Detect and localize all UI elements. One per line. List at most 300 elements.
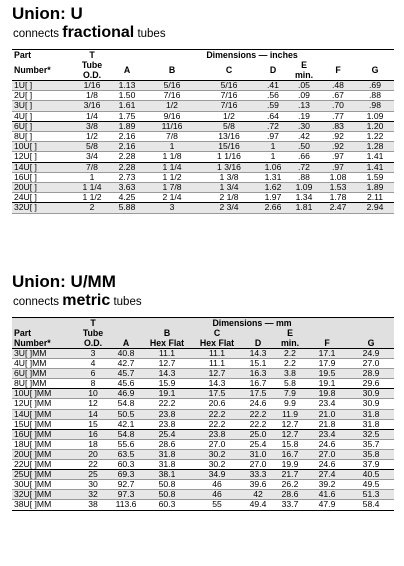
- fractional-cell-f: .48: [320, 81, 356, 91]
- fractional-hdr-part: Part: [14, 50, 32, 60]
- fractional-cell-part: 10U[ ]: [12, 142, 74, 152]
- metric-cell-e: 19.9: [274, 460, 306, 470]
- metric-table-row: [12, 369, 394, 379]
- metric-table-row: [12, 439, 394, 449]
- metric-cell-a: 40.8: [110, 349, 142, 359]
- fractional-cell-e: .42: [288, 132, 320, 142]
- metric-table-row: [12, 389, 394, 399]
- metric-hdr-od: O.D.: [76, 338, 110, 349]
- metric-subtitle-post: tubes: [110, 296, 142, 308]
- fractional-table-row: [12, 162, 394, 172]
- metric-cell-e: 9.9: [274, 399, 306, 409]
- metric-cell-tube-od: 4: [76, 359, 110, 369]
- metric-subtitle: [13, 292, 394, 311]
- metric-cell-f: 19.5: [306, 369, 348, 379]
- metric-hdr-blank: [12, 318, 76, 328]
- fractional-table-row: [12, 142, 394, 152]
- metric-cell-c: 34.9: [192, 470, 242, 480]
- metric-cell-tube-od: 15: [76, 419, 110, 429]
- fractional-cell-e: 1.09: [288, 183, 320, 193]
- fractional-cell-e: .72: [288, 162, 320, 172]
- metric-cell-c: 46: [192, 480, 242, 490]
- fractional-cell-b: 2 1/4: [144, 193, 200, 203]
- fractional-cell-e: 1.81: [288, 203, 320, 213]
- metric-cell-d: 39.6: [242, 480, 274, 490]
- metric-cell-g: 40.5: [348, 470, 394, 480]
- metric-cell-a: 97.3: [110, 490, 142, 500]
- metric-hdr-t: T: [90, 318, 96, 328]
- fractional-cell-d: 1: [258, 142, 288, 152]
- fractional-cell-tube-od: 3/4: [74, 152, 110, 162]
- metric-cell-a: 60.3: [110, 460, 142, 470]
- metric-cell-c: 30.2: [192, 460, 242, 470]
- fractional-cell-part: 8U[ ]: [12, 132, 74, 142]
- metric-cell-part: 14U[ ]MM: [12, 409, 76, 419]
- fractional-hdr-tube: Tube O.D.: [74, 60, 110, 81]
- metric-cell-f: 27.0: [306, 449, 348, 459]
- metric-cell-f: 23.4: [306, 399, 348, 409]
- fractional-cell-part: 3U[ ]: [12, 101, 74, 111]
- metric-cell-a: 54.8: [110, 399, 142, 409]
- metric-cell-b: 25.4: [142, 429, 192, 439]
- metric-cell-f: 19.1: [306, 379, 348, 389]
- fractional-cell-g: 1.41: [356, 162, 394, 172]
- fractional-subtitle-pre: connects: [13, 28, 63, 40]
- metric-cell-g: 28.9: [348, 369, 394, 379]
- fractional-hdr-t: T: [89, 50, 95, 60]
- fractional-cell-d: .59: [258, 101, 288, 111]
- metric-hdr-g: G: [348, 338, 394, 349]
- metric-cell-e: 16.7: [274, 449, 306, 459]
- metric-cell-d: 27.0: [242, 460, 274, 470]
- fractional-cell-e: .19: [288, 111, 320, 121]
- fractional-title: Union: U: [12, 4, 83, 23]
- metric-cell-a: 46.9: [110, 389, 142, 399]
- metric-hdr-e: E: [287, 328, 293, 338]
- metric-cell-a: 63.5: [110, 449, 142, 459]
- metric-cell-c: 22.2: [192, 419, 242, 429]
- fractional-cell-tube-od: 7/8: [74, 162, 110, 172]
- metric-cell-g: 49.5: [348, 480, 394, 490]
- fractional-cell-g: .88: [356, 91, 394, 101]
- metric-hdr-dims: Dimensions — mm: [212, 318, 292, 328]
- fractional-cell-a: 2.73: [110, 172, 144, 182]
- metric-cell-g: 35.7: [348, 439, 394, 449]
- metric-cell-part: 6U[ ]MM: [12, 369, 76, 379]
- metric-hdr-d-blank: [242, 328, 274, 338]
- fractional-cell-tube-od: 1/8: [74, 91, 110, 101]
- fractional-cell-c: 1 1/16: [200, 152, 258, 162]
- fractional-table-row: [12, 121, 394, 131]
- metric-table-row: [12, 490, 394, 500]
- metric-hdr-f: F: [306, 338, 348, 349]
- metric-subtitle-pre: connects: [13, 296, 63, 308]
- metric-hdr-a: A: [110, 338, 142, 349]
- metric-cell-part: 12U[ ]MM: [12, 399, 76, 409]
- fractional-cell-b: 7/8: [144, 132, 200, 142]
- metric-cell-b: 22.2: [142, 399, 192, 409]
- metric-hdr-c: C: [213, 328, 221, 338]
- fractional-cell-g: 1.28: [356, 142, 394, 152]
- metric-cell-a: 42.1: [110, 419, 142, 429]
- metric-cell-c: 27.0: [192, 439, 242, 449]
- metric-cell-tube-od: 12: [76, 399, 110, 409]
- metric-hdr-g-blank: [348, 328, 394, 338]
- fractional-table-row: [12, 101, 394, 111]
- metric-title: Union: U/MM: [12, 272, 116, 291]
- metric-cell-c: 17.5: [192, 389, 242, 399]
- fractional-cell-e: .13: [288, 101, 320, 111]
- metric-cell-g: 30.9: [348, 389, 394, 399]
- fractional-table-body: [12, 81, 394, 214]
- metric-cell-d: 16.3: [242, 369, 274, 379]
- fractional-cell-part: 32U[ ]: [12, 203, 74, 213]
- metric-cell-tube-od: 20: [76, 449, 110, 459]
- fractional-cell-c: 5/8: [200, 121, 258, 131]
- fractional-cell-d: .97: [258, 132, 288, 142]
- fractional-subtitle-post: tubes: [134, 28, 166, 40]
- fractional-cell-part: 1U[ ]: [12, 81, 74, 91]
- metric-table-row: [12, 460, 394, 470]
- metric-hdr-a-blank: [110, 328, 142, 338]
- fractional-cell-f: 1.53: [320, 183, 356, 193]
- metric-cell-f: 24.6: [306, 439, 348, 449]
- fractional-cell-part: 20U[ ]: [12, 183, 74, 193]
- fractional-cell-b: 1 1/4: [144, 162, 200, 172]
- metric-table-body: [12, 349, 394, 511]
- metric-cell-tube-od: 38: [76, 500, 110, 510]
- metric-cell-c: 11.1: [192, 349, 242, 359]
- metric-cell-f: 21.8: [306, 419, 348, 429]
- metric-cell-g: 35.8: [348, 449, 394, 459]
- fractional-cell-c: 1/2: [200, 111, 258, 121]
- metric-cell-e: 33.7: [274, 500, 306, 510]
- metric-cell-d: 16.7: [242, 379, 274, 389]
- fractional-cell-d: 1.62: [258, 183, 288, 193]
- fractional-cell-f: 2.47: [320, 203, 356, 213]
- fractional-cell-e: .88: [288, 172, 320, 182]
- metric-cell-e: 21.7: [274, 470, 306, 480]
- metric-cell-d: 22.2: [242, 419, 274, 429]
- fractional-hdr-f: F: [320, 60, 356, 81]
- metric-cell-e: 15.8: [274, 439, 306, 449]
- fractional-table-row: [12, 132, 394, 142]
- metric-cell-d: 33.3: [242, 470, 274, 480]
- metric-cell-c: 14.3: [192, 379, 242, 389]
- metric-cell-d: 25.0: [242, 429, 274, 439]
- metric-table-row: [12, 359, 394, 369]
- metric-cell-d: 24.6: [242, 399, 274, 409]
- metric-cell-tube-od: 6: [76, 369, 110, 379]
- fractional-cell-c: 7/16: [200, 101, 258, 111]
- metric-cell-g: 31.8: [348, 419, 394, 429]
- fractional-cell-f: 1.08: [320, 172, 356, 182]
- metric-cell-tube-od: 8: [76, 379, 110, 389]
- metric-table-row: [12, 419, 394, 429]
- metric-cell-tube-od: 18: [76, 439, 110, 449]
- fractional-cell-a: 1.61: [110, 101, 144, 111]
- metric-cell-b: 23.8: [142, 419, 192, 429]
- fractional-cell-a: 2.16: [110, 142, 144, 152]
- fractional-cell-b: 5/16: [144, 81, 200, 91]
- metric-cell-part: 4U[ ]MM: [12, 359, 76, 369]
- metric-cell-d: 31.0: [242, 449, 274, 459]
- fractional-cell-a: 4.25: [110, 193, 144, 203]
- metric-hdr-tube: Tube: [82, 328, 104, 338]
- fractional-cell-d: 2.66: [258, 203, 288, 213]
- metric-cell-d: 25.4: [242, 439, 274, 449]
- fractional-cell-c: 1 3/4: [200, 183, 258, 193]
- fractional-cell-a: 1.89: [110, 121, 144, 131]
- fractional-cell-g: 2.11: [356, 193, 394, 203]
- fractional-cell-g: 1.09: [356, 111, 394, 121]
- fractional-cell-b: 7/16: [144, 91, 200, 101]
- fractional-table-row: [12, 81, 394, 91]
- fractional-cell-tube-od: 5/8: [74, 142, 110, 152]
- fractional-table-row: [12, 193, 394, 203]
- metric-cell-tube-od: 30: [76, 480, 110, 490]
- fractional-table-row: [12, 183, 394, 193]
- fractional-cell-g: .98: [356, 101, 394, 111]
- metric-cell-d: 22.2: [242, 409, 274, 419]
- fractional-cell-g: 2.94: [356, 203, 394, 213]
- metric-cell-e: 3.8: [274, 369, 306, 379]
- fractional-cell-g: 1.41: [356, 152, 394, 162]
- metric-cell-b: 50.8: [142, 480, 192, 490]
- fractional-cell-d: .64: [258, 111, 288, 121]
- metric-cell-a: 45.6: [110, 379, 142, 389]
- metric-table-row: [12, 429, 394, 439]
- fractional-hdr-dims: Dimensions — inches: [206, 50, 298, 60]
- metric-cell-tube-od: 32: [76, 490, 110, 500]
- metric-cell-f: 17.1: [306, 349, 348, 359]
- fractional-cell-c: 15/16: [200, 142, 258, 152]
- metric-cell-d: 14.3: [242, 349, 274, 359]
- fractional-cell-c: 2 3/4: [200, 203, 258, 213]
- fractional-subtitle-emphasis: fractional: [62, 24, 135, 41]
- metric-cell-part: 25U[ ]MM: [12, 470, 76, 480]
- fractional-cell-b: 1 7/8: [144, 183, 200, 193]
- fractional-cell-tube-od: 1/4: [74, 111, 110, 121]
- fractional-cell-tube-od: 1 1/2: [74, 193, 110, 203]
- fractional-cell-c: 5/16: [200, 81, 258, 91]
- fractional-cell-a: 1.50: [110, 91, 144, 101]
- metric-hdr-b-sub: Hex Flat: [142, 338, 192, 349]
- fractional-cell-e: .50: [288, 142, 320, 152]
- fractional-table-row: [12, 152, 394, 162]
- fractional-cell-e: .30: [288, 121, 320, 131]
- metric-cell-e: 28.6: [274, 490, 306, 500]
- metric-cell-f: 41.6: [306, 490, 348, 500]
- fractional-table: [12, 50, 394, 214]
- fractional-cell-e: 1.34: [288, 193, 320, 203]
- fractional-cell-c: 2 1/8: [200, 193, 258, 203]
- metric-cell-b: 28.6: [142, 439, 192, 449]
- fractional-cell-a: 2.16: [110, 132, 144, 142]
- fractional-cell-f: .92: [320, 142, 356, 152]
- fractional-cell-d: .41: [258, 81, 288, 91]
- metric-cell-d: 15.1: [242, 359, 274, 369]
- metric-cell-b: 38.1: [142, 470, 192, 480]
- fractional-cell-b: 9/16: [144, 111, 200, 121]
- fractional-cell-b: 1 1/8: [144, 152, 200, 162]
- metric-cell-c: 46: [192, 490, 242, 500]
- metric-cell-tube-od: 22: [76, 460, 110, 470]
- fractional-cell-tube-od: 3/8: [74, 121, 110, 131]
- metric-hdr-f-blank: [306, 328, 348, 338]
- metric-cell-b: 31.8: [142, 460, 192, 470]
- metric-table-row: [12, 470, 394, 480]
- fractional-cell-d: 1.97: [258, 193, 288, 203]
- metric-cell-part: 22U[ ]MM: [12, 460, 76, 470]
- fractional-table-row: [12, 111, 394, 121]
- fractional-cell-f: .97: [320, 152, 356, 162]
- fractional-cell-part: 4U[ ]: [12, 111, 74, 121]
- metric-cell-e: 2.2: [274, 359, 306, 369]
- fractional-cell-a: 1.13: [110, 81, 144, 91]
- fractional-cell-g: 1.89: [356, 183, 394, 193]
- metric-cell-b: 50.8: [142, 490, 192, 500]
- metric-cell-part: 8U[ ]MM: [12, 379, 76, 389]
- metric-cell-b: 23.8: [142, 409, 192, 419]
- fractional-cell-b: 3: [144, 203, 200, 213]
- fractional-cell-b: 1 1/2: [144, 172, 200, 182]
- metric-cell-b: 11.1: [142, 349, 192, 359]
- fractional-hdr-g: G: [356, 60, 394, 81]
- metric-table: [12, 318, 394, 511]
- fractional-cell-d: .72: [258, 121, 288, 131]
- metric-table-row: [12, 480, 394, 490]
- fractional-cell-tube-od: 1: [74, 172, 110, 182]
- metric-cell-c: 20.6: [192, 399, 242, 409]
- metric-subtitle-emphasis: metric: [62, 292, 111, 309]
- metric-table-row: [12, 449, 394, 459]
- metric-cell-b: 31.8: [142, 449, 192, 459]
- metric-cell-tube-od: 14: [76, 409, 110, 419]
- metric-cell-f: 24.6: [306, 460, 348, 470]
- metric-cell-g: 31.8: [348, 409, 394, 419]
- fractional-hdr-e: E min.: [288, 60, 320, 81]
- metric-cell-g: 37.9: [348, 460, 394, 470]
- metric-cell-f: 39.2: [306, 480, 348, 490]
- fractional-table-row: [12, 91, 394, 101]
- metric-cell-b: 19.1: [142, 389, 192, 399]
- fractional-cell-a: 1.75: [110, 111, 144, 121]
- metric-cell-tube-od: 16: [76, 429, 110, 439]
- metric-cell-b: 60.3: [142, 500, 192, 510]
- metric-cell-a: 42.7: [110, 359, 142, 369]
- fractional-hdr-b: B: [144, 60, 200, 81]
- fractional-cell-b: 11/16: [144, 121, 200, 131]
- metric-cell-part: 32U[ ]MM: [12, 490, 76, 500]
- metric-table-row: [12, 379, 394, 389]
- metric-cell-e: 5.8: [274, 379, 306, 389]
- metric-cell-part: 38U[ ]MM: [12, 500, 76, 510]
- metric-cell-f: 23.4: [306, 429, 348, 439]
- metric-cell-tube-od: 25: [76, 470, 110, 480]
- fractional-cell-part: 6U[ ]: [12, 121, 74, 131]
- metric-cell-c: 22.2: [192, 409, 242, 419]
- metric-cell-a: 113.6: [110, 500, 142, 510]
- fractional-cell-f: .67: [320, 91, 356, 101]
- fractional-cell-c: 7/16: [200, 91, 258, 101]
- metric-cell-e: 7.9: [274, 389, 306, 399]
- metric-cell-b: 12.7: [142, 359, 192, 369]
- metric-cell-c: 55: [192, 500, 242, 510]
- fractional-cell-e: .09: [288, 91, 320, 101]
- fractional-cell-tube-od: 1/16: [74, 81, 110, 91]
- metric-cell-a: 92.7: [110, 480, 142, 490]
- fractional-cell-b: 1/2: [144, 101, 200, 111]
- fractional-cell-d: 1.31: [258, 172, 288, 182]
- fractional-cell-f: .97: [320, 162, 356, 172]
- fractional-hdr-c: C: [200, 60, 258, 81]
- fractional-cell-g: 1.59: [356, 172, 394, 182]
- fractional-cell-c: 1 3/16: [200, 162, 258, 172]
- fractional-cell-f: .77: [320, 111, 356, 121]
- metric-cell-part: 18U[ ]MM: [12, 439, 76, 449]
- fractional-cell-f: .83: [320, 121, 356, 131]
- metric-hdr-d: D: [242, 338, 274, 349]
- metric-hdr-part: Part: [14, 328, 32, 338]
- metric-cell-e: 12.7: [274, 419, 306, 429]
- fractional-cell-d: .56: [258, 91, 288, 101]
- metric-cell-e: 12.7: [274, 429, 306, 439]
- metric-hdr-c-sub: Hex Flat: [192, 338, 242, 349]
- fractional-cell-f: 1.78: [320, 193, 356, 203]
- fractional-cell-e: .66: [288, 152, 320, 162]
- metric-cell-g: 24.9: [348, 349, 394, 359]
- metric-cell-c: 12.7: [192, 369, 242, 379]
- metric-cell-f: 17.9: [306, 359, 348, 369]
- metric-cell-f: 27.4: [306, 470, 348, 480]
- metric-table-row: [12, 500, 394, 510]
- fractional-cell-f: .70: [320, 101, 356, 111]
- metric-hdr-b: B: [163, 328, 171, 338]
- fractional-cell-part: 14U[ ]: [12, 162, 74, 172]
- fractional-cell-a: 5.88: [110, 203, 144, 213]
- metric-cell-b: 14.3: [142, 369, 192, 379]
- metric-cell-c: 30.2: [192, 449, 242, 459]
- metric-cell-g: 30.9: [348, 399, 394, 409]
- metric-cell-g: 32.5: [348, 429, 394, 439]
- fractional-cell-part: 24U[ ]: [12, 193, 74, 203]
- fractional-cell-part: 2U[ ]: [12, 91, 74, 101]
- metric-cell-c: 23.8: [192, 429, 242, 439]
- metric-cell-f: 19.8: [306, 389, 348, 399]
- fractional-cell-part: 16U[ ]: [12, 172, 74, 182]
- fractional-cell-a: 3.63: [110, 183, 144, 193]
- metric-cell-a: 45.7: [110, 369, 142, 379]
- fractional-cell-tube-od: 2: [74, 203, 110, 213]
- metric-cell-b: 15.9: [142, 379, 192, 389]
- metric-cell-part: 10U[ ]MM: [12, 389, 76, 399]
- fractional-cell-g: .69: [356, 81, 394, 91]
- metric-cell-tube-od: 3: [76, 349, 110, 359]
- fractional-table-row: [12, 203, 394, 213]
- metric-section: [12, 272, 394, 511]
- metric-cell-a: 55.6: [110, 439, 142, 449]
- metric-cell-e: 2.2: [274, 349, 306, 359]
- metric-cell-part: 16U[ ]MM: [12, 429, 76, 439]
- metric-cell-a: 54.8: [110, 429, 142, 439]
- fractional-cell-g: 1.22: [356, 132, 394, 142]
- fractional-cell-d: 1.06: [258, 162, 288, 172]
- metric-table-row: [12, 409, 394, 419]
- metric-cell-e: 26.2: [274, 480, 306, 490]
- fractional-cell-tube-od: 1/2: [74, 132, 110, 142]
- metric-cell-e: 11.9: [274, 409, 306, 419]
